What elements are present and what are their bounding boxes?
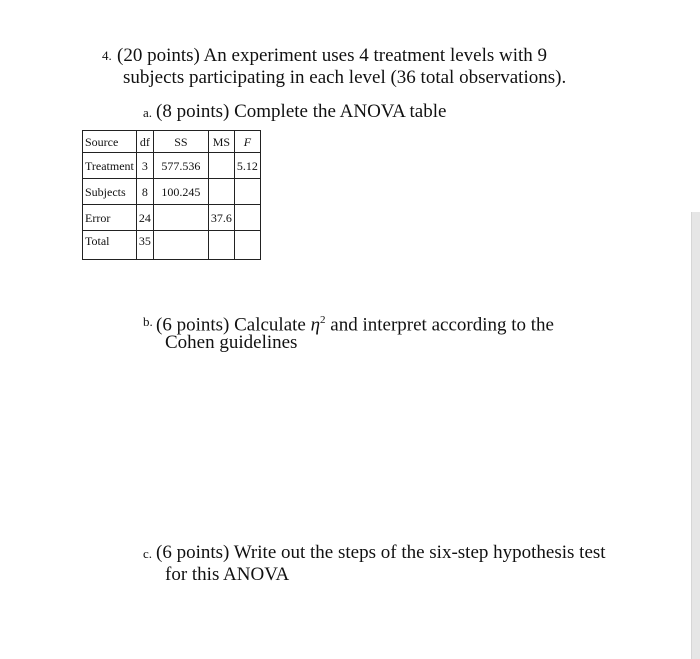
cell-ms xyxy=(208,179,234,205)
cell-ss xyxy=(153,205,208,231)
anova-table xyxy=(82,130,261,260)
question-text-line2: subjects participating in each level (36 total observations). xyxy=(123,67,567,88)
cell-f xyxy=(234,205,260,231)
cell-f: 5.12 xyxy=(234,153,260,179)
cell-f xyxy=(234,231,260,260)
vertical-scrollbar[interactable] xyxy=(691,212,700,659)
cell-ms xyxy=(208,153,234,179)
cell-ms: 37.6 xyxy=(208,205,234,231)
cell-df: 3 xyxy=(136,153,153,179)
eta-symbol: η xyxy=(310,314,321,336)
cell-source: Total xyxy=(83,231,137,260)
cell-df: 8 xyxy=(136,179,153,205)
part-b-text-before: (6 points) Calculate xyxy=(156,314,311,336)
part-c-label: c. xyxy=(143,546,153,561)
question-number: 4. xyxy=(102,48,112,63)
cell-df: 24 xyxy=(136,205,153,231)
eta-superscript: 2 xyxy=(320,314,326,326)
part-b-line2: Cohen guidelines xyxy=(165,332,298,353)
header-df: df xyxy=(136,131,153,153)
header-source: Source xyxy=(83,131,137,153)
part-a-label: a. xyxy=(143,105,153,120)
part-c-line1: (6 points) Write out the steps of the six-step hypothesis test xyxy=(156,542,606,563)
table-row xyxy=(83,179,261,205)
header-f: F xyxy=(234,131,260,153)
part-a-text: (8 points) Complete the ANOVA table xyxy=(156,101,447,122)
cell-source: Subjects xyxy=(83,179,137,205)
part-b-text-after: and interpret according to the xyxy=(325,314,554,336)
table-row xyxy=(83,153,261,179)
cell-source: Error xyxy=(83,205,137,231)
part-b-label: b. xyxy=(143,314,153,329)
cell-ms xyxy=(208,231,234,260)
cell-source: Treatment xyxy=(83,153,137,179)
table-row xyxy=(83,205,261,231)
cell-df: 35 xyxy=(136,231,153,260)
header-ms: MS xyxy=(208,131,234,153)
question-text-line1: (20 points) An experiment uses 4 treatment levels with 9 xyxy=(117,45,548,66)
header-ss: SS xyxy=(153,131,208,153)
cell-ss: 100.245 xyxy=(153,179,208,205)
table-header-row xyxy=(83,131,261,153)
part-c-line2: for this ANOVA xyxy=(165,564,290,585)
cell-ss xyxy=(153,231,208,260)
table-row xyxy=(83,231,261,260)
cell-f xyxy=(234,179,260,205)
cell-ss: 577.536 xyxy=(153,153,208,179)
